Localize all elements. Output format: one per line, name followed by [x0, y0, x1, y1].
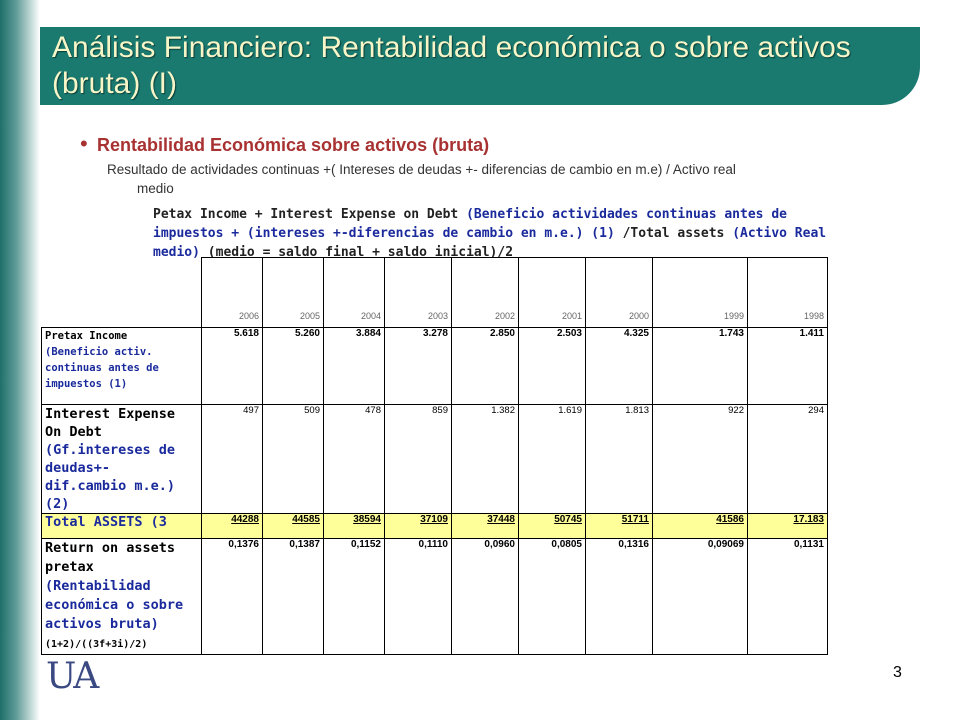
formula-en-part2: /Total assets [614, 226, 733, 241]
row-label [42, 328, 202, 405]
table-cell: 3.884 [324, 328, 385, 405]
row-label-es: (Rentabilidad económica o sobre activos bruta) [45, 578, 184, 632]
table-cell: 0,1387 [263, 539, 324, 655]
formula-en-part3: (medio = saldo final + saldo inicial)/2 [199, 245, 514, 260]
table-cell: 0,1316 [586, 539, 653, 655]
table-cell: 0,1152 [324, 539, 385, 655]
year-cell: 2001 [519, 258, 586, 328]
table-cell: 38594 [324, 514, 385, 539]
row-label [42, 539, 202, 655]
formula-es-part2: (Activo Real medio) [153, 226, 827, 260]
row-label [42, 405, 202, 514]
table-cell: 859 [385, 405, 452, 514]
year-cell: 2000 [586, 258, 653, 328]
bullet-icon: • [80, 131, 88, 156]
table-cell: 3.278 [385, 328, 452, 405]
table-cell: 0,0805 [519, 539, 586, 655]
table-cell: 1.813 [586, 405, 653, 514]
table-cell: 922 [653, 405, 748, 514]
table-cell: 0,1131 [748, 539, 828, 655]
row-label-formula: (1+2)/((3f+3i)/2) [45, 639, 148, 650]
table-cell: 294 [748, 405, 828, 514]
row-label-en: Return on assets pretax [45, 540, 176, 575]
table-cell: 1.743 [653, 328, 748, 405]
table-cell: 509 [263, 405, 324, 514]
table-cell: 44288 [202, 514, 263, 539]
table-row [42, 328, 828, 405]
year-cell: 2005 [263, 258, 324, 328]
table-cell: 5.260 [263, 328, 324, 405]
table-cell: 44585 [263, 514, 324, 539]
table-cell: 37109 [385, 514, 452, 539]
table-cell: 0,0960 [452, 539, 519, 655]
row-label-en: Interest Expense On Debt [45, 406, 176, 440]
row-label: Total ASSETS (3 [42, 514, 202, 539]
year-cell: 2003 [385, 258, 452, 328]
year-cell: 1998 [748, 258, 828, 328]
table-cell: 478 [324, 405, 385, 514]
formula-english [153, 205, 853, 262]
table-cell: 51711 [586, 514, 653, 539]
table-cell: 497 [202, 405, 263, 514]
header-empty-cell [42, 258, 202, 328]
left-decorative-gradient [0, 0, 40, 720]
table-header-row [42, 258, 828, 328]
year-cell: 2006 [202, 258, 263, 328]
row-label-es: (Beneficio activ. continuas antes de impuestos (1) [45, 346, 159, 390]
table-row [42, 539, 828, 655]
table-cell: 1.382 [452, 405, 519, 514]
university-logo: UA [46, 656, 98, 697]
year-cell: 2002 [452, 258, 519, 328]
formula-line-1: Resultado de actividades continuas +( Intereses de deudas +- diferencias de cambio en m.e) / Activo real [107, 162, 736, 177]
formula-spanish [107, 160, 867, 198]
table-row-total [42, 514, 828, 539]
table-cell: 1.619 [519, 405, 586, 514]
table-cell: 0,09069 [653, 539, 748, 655]
table-cell: 1.411 [748, 328, 828, 405]
table-cell: 2.850 [452, 328, 519, 405]
formula-en-part1: Petax Income + Interest Expense on Debt [153, 207, 467, 222]
table-row [42, 405, 828, 514]
table-cell: 0,1376 [202, 539, 263, 655]
table-cell: 50745 [519, 514, 586, 539]
table-cell: 4.325 [586, 328, 653, 405]
table-cell: 37448 [452, 514, 519, 539]
year-cell: 2004 [324, 258, 385, 328]
table-cell: 17.183 [748, 514, 828, 539]
table-cell: 2.503 [519, 328, 586, 405]
page-number: 3 [893, 664, 902, 681]
table-cell: 0,1110 [385, 539, 452, 655]
formula-es-part1: (Beneficio actividades continuas antes de impuestos + (intereses +-diferencias de cambio en m.e.) (1) [153, 207, 787, 241]
formula-line-2: medio [137, 181, 174, 196]
row-label-es: (Gf.intereses de deudas+- dif.cambio m.e.) (2) [45, 442, 176, 512]
financial-table [41, 257, 828, 655]
table-cell: 41586 [653, 514, 748, 539]
bullet-heading: Rentabilidad Económica sobre activos (bruta) [97, 135, 490, 155]
table-cell: 5.618 [202, 328, 263, 405]
slide-title: Análisis Financiero: Rentabilidad económica o sobre activos (bruta) (I) [52, 31, 851, 100]
row-label-en: Pretax Income [45, 330, 128, 342]
year-cell: 1999 [653, 258, 748, 328]
